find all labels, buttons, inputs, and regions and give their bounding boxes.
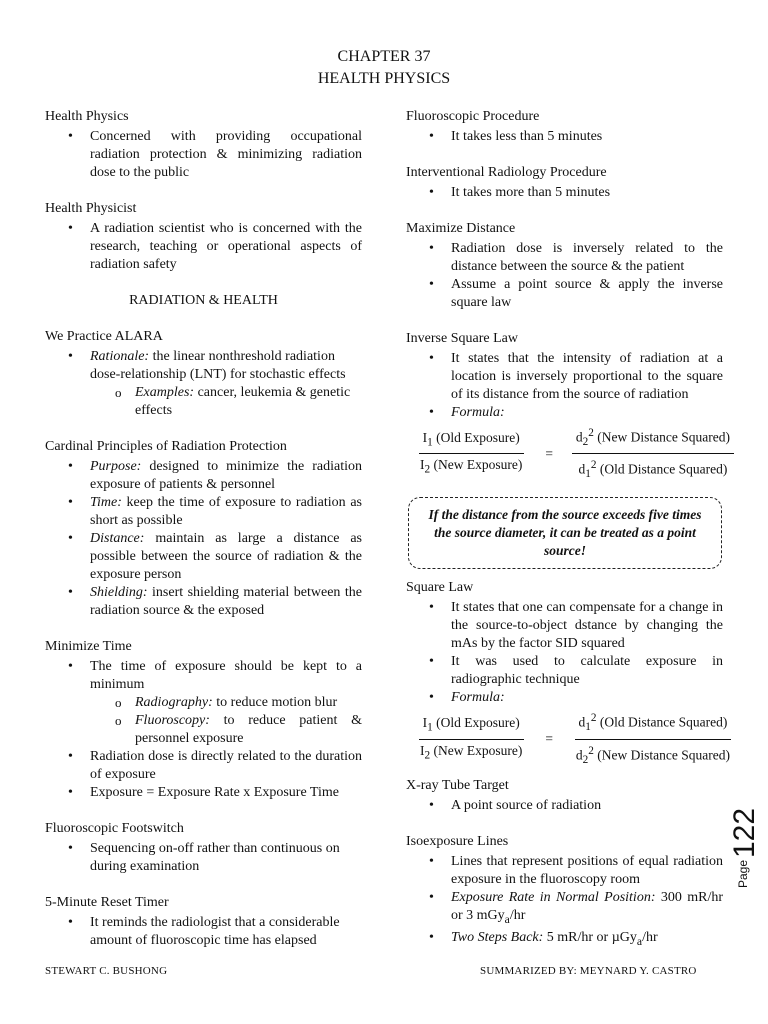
section-square-law <box>406 579 730 768</box>
section-heading: Fluoroscopic Footswitch <box>45 821 184 836</box>
list-item: • Exposure = Exposure Rate x Exposure Time <box>90 784 362 802</box>
bullet-list <box>45 658 362 802</box>
item-text: keep the time of exposure to radiation as short as possible <box>90 495 362 528</box>
section-fluoroscopic-footswitch <box>45 820 362 876</box>
section-reset-timer <box>45 894 362 950</box>
section-heading: Health Physicist <box>45 201 137 216</box>
item-text: 5 mR/hr or µGy <box>543 929 637 945</box>
list-item: • It states that one can compensate for a change in the source-to-object dstance by changing the mAs by the factor SID squared <box>451 599 723 653</box>
list-item <box>90 530 362 584</box>
item-label: Formula: <box>451 405 505 420</box>
inverse-square-formula <box>416 424 734 483</box>
denominator: $I_2$ (New Exposure) <box>420 742 523 762</box>
section-fluoroscopic-procedure <box>406 108 723 146</box>
item-label: Exposure Rate in Normal Position: <box>451 889 656 905</box>
section-minimize-time <box>45 638 362 802</box>
list-item: • It takes more than 5 minutes <box>451 184 723 202</box>
item-label: Rationale: <box>90 349 150 364</box>
bullet-list <box>406 350 723 422</box>
item-label: Shielding: <box>90 585 148 600</box>
sub-list-item <box>135 712 362 748</box>
left-column <box>45 108 362 950</box>
denominator: $d_1^2$ (Old Distance Squared) <box>578 459 728 481</box>
item-text: to reduce motion blur <box>212 695 338 710</box>
list-item: • It states that the intensity of radiation at a location is inversely proportional to the square of its distance from the source of radiation <box>451 350 723 404</box>
list-item: • A radiation scientist who is concerned with the research, teaching or operational aspects of radiation safety <box>90 220 362 274</box>
fraction-right <box>572 709 734 768</box>
section-heading: Minimize Time <box>45 639 132 654</box>
section-alara <box>45 328 362 420</box>
section-heading: X-ray Tube Target <box>406 777 509 793</box>
list-item: • Exposure Rate in Normal Position: 300 mR/hr or 3 mGy$_a$/hr <box>451 889 723 929</box>
section-ir-procedure <box>406 164 723 202</box>
page-number: 122 <box>728 807 761 858</box>
section-cardinal-principles <box>45 438 362 620</box>
section-heading: Cardinal Principles of Radiation Protection <box>45 439 287 454</box>
numerator-label: (Old Exposure) <box>436 429 520 445</box>
item-label: Formula: <box>451 690 505 706</box>
bullet-list <box>406 797 723 815</box>
item-text: The time of exposure should be kept to a minimum <box>90 659 362 692</box>
denominator: $I_2$ (New Exposure) <box>420 457 523 476</box>
list-item <box>90 494 362 530</box>
list-item: • Assume a point source & apply the inverse square law <box>451 276 723 312</box>
page-number-mark <box>728 807 762 888</box>
item-label: Purpose: <box>90 459 142 474</box>
item-label: Fluoroscopy: <box>135 713 210 728</box>
sub-list-item <box>135 384 362 420</box>
list-item: • Lines that represent positions of equal radiation exposure in the fluoroscopy room <box>451 853 723 889</box>
list-item <box>90 584 362 620</box>
section-heading: Maximize Distance <box>406 221 516 236</box>
list-item <box>90 458 362 494</box>
item-label: Radiography: <box>135 695 213 710</box>
bullet-list <box>45 914 362 950</box>
item-label: Two Steps Back: <box>451 929 544 945</box>
footer-author: STEWART C. BUSHONG <box>45 965 168 977</box>
section-inverse-square-law <box>406 330 730 483</box>
square-law-formula <box>416 709 734 768</box>
bullet-list <box>406 184 723 202</box>
numerator-label: (Old Exposure) <box>436 714 520 730</box>
section-maximize-distance <box>406 220 723 312</box>
bullet-list <box>45 458 362 620</box>
item-text: insert shielding material between the radiation source & the exposed <box>90 585 362 618</box>
item-label: Time: <box>90 495 122 510</box>
right-column <box>406 108 730 950</box>
list-item: • A point source of radiation <box>451 797 723 815</box>
list-item <box>451 404 723 422</box>
list-item: • Concerned with providing occupational radiation protection & minimizing radiation dose to the public <box>90 128 362 182</box>
callout-box: If the distance from the source exceeds five times the source diameter, it can be treated as a point source! <box>408 497 722 569</box>
item-label: Distance: <box>90 531 145 546</box>
section-heading: Interventional Radiology Procedure <box>406 165 607 180</box>
section-heading: 5-Minute Reset Timer <box>45 895 169 910</box>
fraction-left <box>416 714 526 764</box>
list-item: • It reminds the radiologist that a considerable amount of fluoroscopic time has elapsed <box>90 914 362 950</box>
list-item: • Sequencing on-off rather than continuous on during examination <box>90 840 362 876</box>
section-xray-tube-target <box>406 777 723 815</box>
section-heading: Isoexposure Lines <box>406 833 509 849</box>
list-item <box>90 658 362 748</box>
item-text: 300 mR/hr or 3 mGy <box>451 889 723 923</box>
bullet-list <box>406 240 723 312</box>
section-heading: Inverse Square Law <box>406 331 518 346</box>
chapter-number: CHAPTER 37 <box>337 48 431 65</box>
list-item: • Radiation dose is directly related to the duration of exposure <box>90 748 362 784</box>
fraction-left <box>416 429 526 479</box>
item-text: to reduce patient & personnel exposure <box>135 713 362 746</box>
chapter-title: HEALTH PHYSICS <box>317 70 451 87</box>
equals-sign: = <box>545 731 553 747</box>
list-item <box>451 689 723 707</box>
subheading-radiation-health: RADIATION & HEALTH <box>129 293 278 308</box>
section-isoexposure-lines <box>406 833 723 951</box>
footer-summarizer: SUMMARIZED BY: MEYNARD Y. CASTRO <box>480 965 697 977</box>
section-health-physicist <box>45 200 362 274</box>
denominator: $d_2^2$ (New Distance Squared) <box>575 744 730 766</box>
sub-list <box>90 384 362 420</box>
numerator-label: (Old Distance Squared) <box>599 714 728 730</box>
item-text: the linear nonthreshold radiation dose-relationship (LNT) for stochastic effects <box>90 349 346 382</box>
bullet-list <box>406 599 723 707</box>
bullet-list <box>45 348 362 420</box>
fraction-right <box>572 424 734 483</box>
denominator-label: (New Exposure) <box>433 457 523 473</box>
list-item <box>90 348 362 420</box>
section-heading: Square Law <box>406 580 474 596</box>
sub-list <box>90 694 362 748</box>
section-heading: Fluoroscopic Procedure <box>406 109 540 124</box>
page-label: Page <box>736 859 750 888</box>
list-item: • Radiation dose is inversely related to the distance between the source & the patient <box>451 240 723 276</box>
denominator-label: (Old Distance Squared) <box>599 461 728 477</box>
bullet-list <box>45 220 362 274</box>
denominator-label: (New Exposure) <box>433 742 523 758</box>
denominator-label: (New Distance Squared) <box>597 747 730 763</box>
numerator: $d_2^2$ (New Distance Squared) <box>572 424 734 454</box>
numerator: $I_1$ (Old Exposure) <box>419 714 524 740</box>
numerator-label: (New Distance Squared) <box>597 429 730 445</box>
sub-list-item <box>135 694 362 712</box>
item-text: designed to minimize the radiation exposure of patients & personnel <box>90 459 362 492</box>
section-heading: Health Physics <box>45 109 129 124</box>
bullet-list <box>406 853 723 951</box>
bullet-list <box>45 840 362 876</box>
list-item: • It takes less than 5 minutes <box>451 128 723 146</box>
bullet-list <box>45 128 362 182</box>
numerator: $I_1$ (Old Exposure) <box>419 429 524 455</box>
numerator: $d_1^2$ (Old Distance Squared) <box>575 709 732 739</box>
equals-sign: = <box>545 445 553 461</box>
list-item: • Two Steps Back: 5 mR/hr or µGy$_a$/hr <box>451 929 723 951</box>
item-text: maintain as large a distance as possible between the source of radiation & the exposure person <box>90 531 362 582</box>
bullet-list <box>406 128 723 146</box>
section-heading: We Practice ALARA <box>45 329 163 344</box>
item-label: Examples: <box>135 385 195 400</box>
item-text: cancer, leukemia & genetic effects <box>135 385 351 418</box>
section-health-physics <box>45 108 362 182</box>
list-item: • It was used to calculate exposure in radiographic technique <box>451 653 723 689</box>
